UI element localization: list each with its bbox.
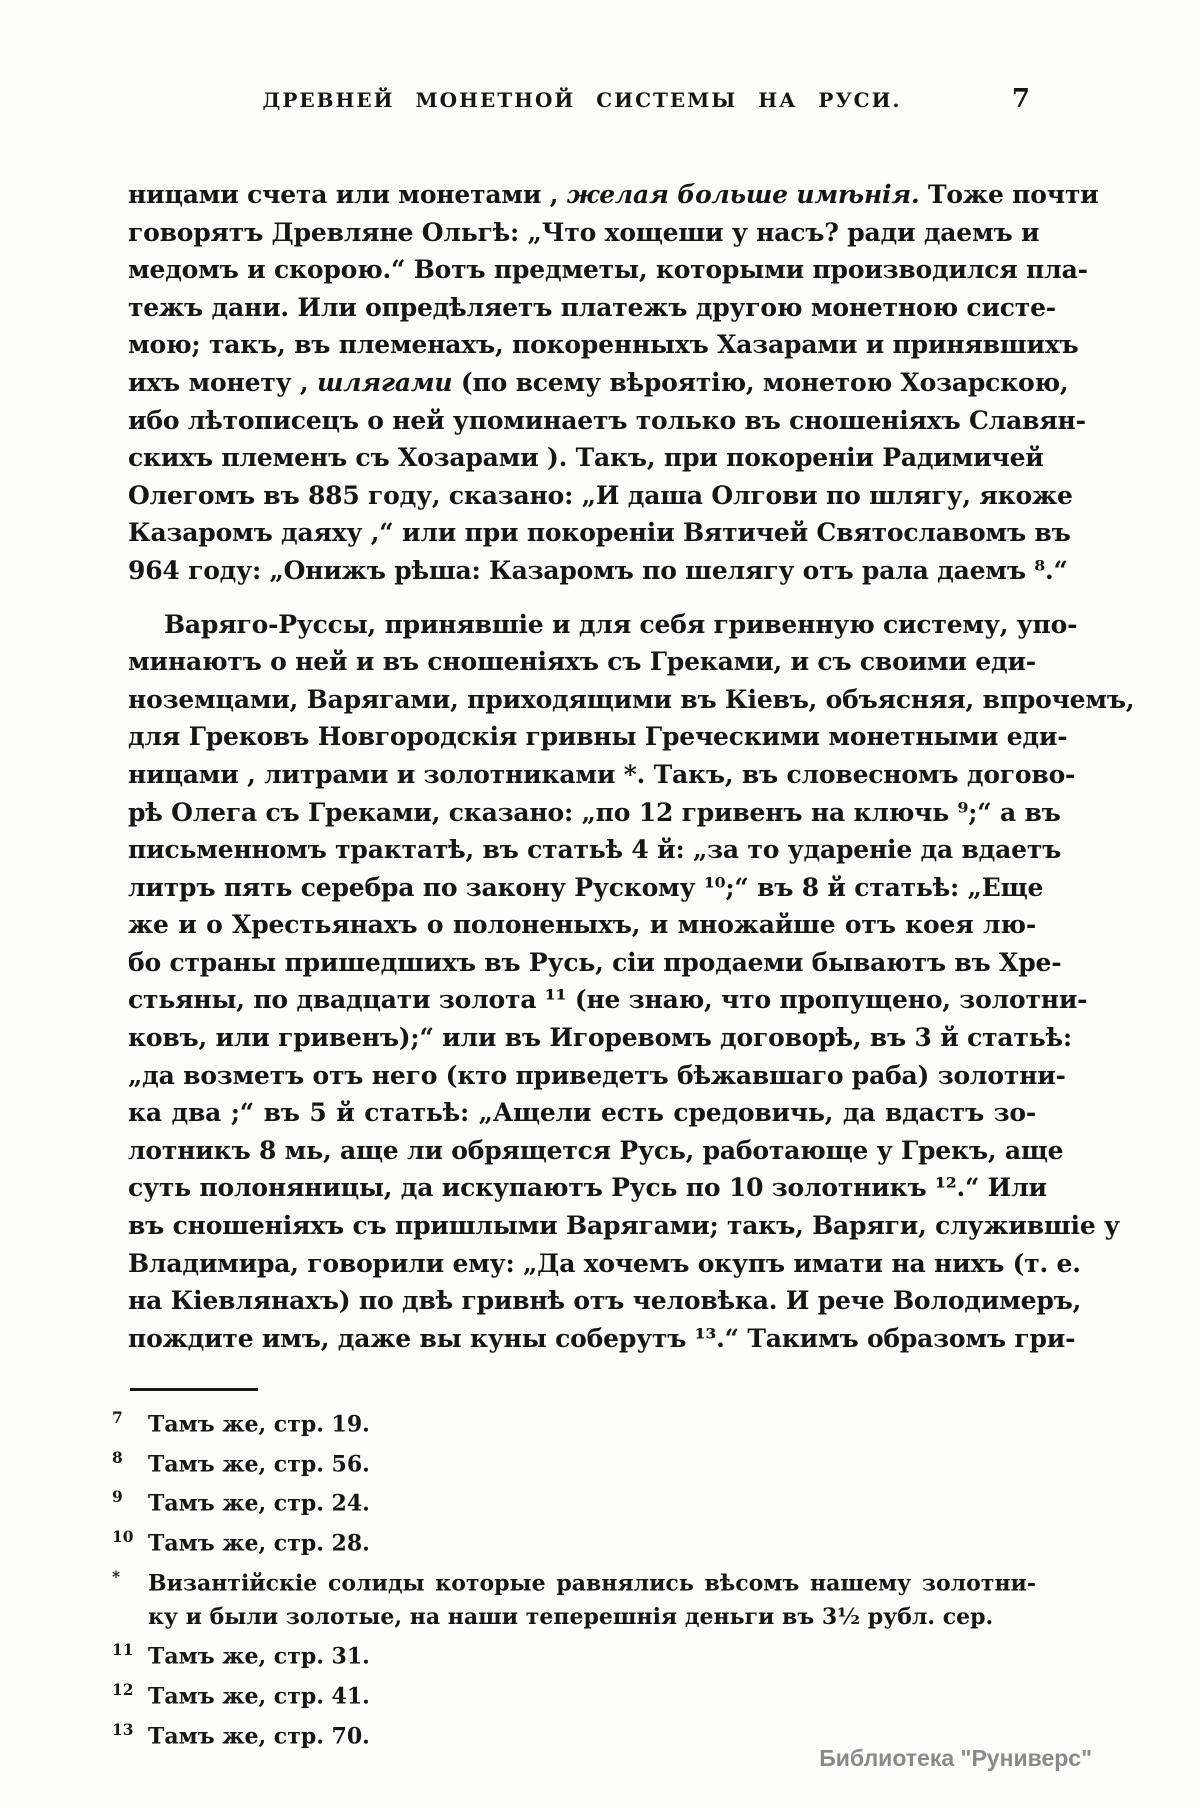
footnote: [112, 1561, 1036, 1601]
text-line: литръ пять серебра по закону Рускому ¹⁰;“ въ 8 й статьѣ: „Еще: [128, 872, 1044, 902]
text-line: ковъ, или гривенъ);“ или въ Игоревомъ договорѣ, въ 3 й статьѣ:: [128, 1023, 1072, 1053]
text-run: ницами счета или монетами ,: [128, 180, 567, 209]
text-line: суть полоняницы, да искупаютъ Русь по 10 золотникъ ¹².“ Или: [128, 1173, 1047, 1203]
text-line: медомъ и скорою.“ Вотъ предметы, которыми производился пла-: [128, 255, 1088, 285]
footnote-marker: 7: [112, 1409, 123, 1427]
library-watermark: Библиотека "Руниверс": [819, 1745, 1092, 1771]
text-line: ибо лѣтописецъ о ней упоминаетъ только въ сношеніяхъ Славян-: [128, 405, 1086, 435]
text-line: мою; такъ, въ племенахъ, покоренныхъ Хазарами и принявшихъ: [128, 330, 1079, 360]
text-line: пождите имъ, даже вы куны соберутъ ¹³.“ Такимъ образомъ гри-: [128, 1323, 1076, 1353]
text-line: ка два ;“ въ 5 й статьѣ: „Ащели есть средовичь, да вдастъ зо-: [128, 1098, 1036, 1128]
footnote: [112, 1481, 1036, 1521]
text-line: на Кіевлянахъ) по двѣ гривнѣ отъ человѣка. И рече Володимеръ,: [128, 1286, 1082, 1316]
footnote-text: ку и были золотые, на наши теперешнія деньги въ 3½ рубл. сер.: [148, 1603, 994, 1630]
text-line: 964 году: „Онижъ рѣша: Казаромъ по шелягу отъ рала даемъ ⁸.“: [128, 555, 1068, 585]
text-line: ноземцами, Варягами, приходящими въ Кіевъ, объясняя, впрочемъ,: [128, 684, 1135, 714]
footnote-text: Тамъ же, стр. 24.: [148, 1490, 370, 1517]
text-line: скихъ племенъ съ Хозарами ). Такъ, при покореніи Радимичей: [128, 443, 1044, 473]
footnote-text: Тамъ же, стр. 70.: [148, 1722, 370, 1749]
text-line: письменномъ трактатѣ, въ статьѣ 4 й: „за то удареніе да вдаетъ: [128, 835, 1062, 865]
footnote-text: Тамъ же, стр. 31.: [148, 1643, 370, 1670]
text-line: стьяны, по двадцати золота ¹¹ (не знаю, что пропущено, золотни-: [128, 985, 1088, 1015]
text-line: Олегомъ въ 885 году, сказано: „И даша Олгови по шлягу, якоже: [128, 480, 1073, 510]
running-title: ДРЕВНЕЙ МОНЕТНОЙ СИСТЕМЫ НА РУСИ.: [262, 88, 902, 112]
text-line: въ сношеніяхъ съ пришлыми Варягами; такъ, Варяги, служившіе у: [128, 1211, 1120, 1241]
footnote-marker: *: [112, 1567, 121, 1586]
italic-text: желая больше имѣнія.: [566, 180, 920, 209]
footnote: [112, 1634, 1036, 1674]
footnote: [112, 1402, 1036, 1442]
text-line: бо страны пришедшихъ въ Русь, сіи продаеми бываютъ въ Хре-: [128, 947, 1062, 977]
text-line: лотникъ 8 мь, аще ли обрящется Русь, работающе у Грекъ, аще: [128, 1135, 1064, 1165]
footnote: [112, 1442, 1036, 1482]
text-line: минаютъ о ней и въ сношеніяхъ съ Греками, и съ своими еди-: [128, 647, 1036, 677]
text-line: же и о Хрестьянахъ о полоненыхъ, и множайше отъ коея лю-: [128, 910, 1036, 940]
footnote: [112, 1601, 1036, 1634]
text-line: Казаромъ даяху ,“ или при покореніи Вятичей Святославомъ въ: [128, 518, 1071, 548]
text-run: (по всему вѣроятію, монетою Хозарскою,: [452, 367, 1069, 397]
text-run: Тоже почти: [919, 180, 1099, 209]
page-number: 7: [1011, 84, 1030, 114]
footnote-text: Византійскіе солиды которые равнялись вѣсомъ нашему золотни-: [148, 1570, 1036, 1597]
italic-text: шлягами: [316, 367, 453, 397]
text-line: [128, 176, 1099, 214]
footnote: [112, 1521, 1036, 1561]
footnote-text: Тамъ же, стр. 41.: [148, 1683, 370, 1710]
text-line: [128, 364, 1069, 402]
text-run: ихъ монету ,: [128, 367, 317, 397]
footnote-separator-rule: [130, 1388, 258, 1391]
body-text: [128, 176, 1135, 1357]
footnote-marker: 13: [112, 1720, 134, 1739]
paragraph: [128, 176, 1099, 590]
footnote-marker: 9: [112, 1488, 123, 1507]
text-line: тежъ дани. Или опредѣляетъ платежъ другою монетною систе-: [128, 292, 1056, 322]
text-line: Владимира, говорили ему: „Да хочемъ окупъ имати на нихъ (т. е.: [128, 1248, 1081, 1278]
footnote-text: Тамъ же, стр. 56.: [148, 1451, 370, 1478]
text-line: для Грековъ Новгородскія гривны Греческими монетными еди-: [128, 722, 1068, 752]
text-line: говорятъ Древляне Ольгѣ: „Что хощеши у насъ? ради даемъ и: [128, 217, 1040, 247]
footnote-marker: 12: [112, 1680, 134, 1699]
text-line: ницами , литрами и золотниками *. Такъ, въ словесномъ догово-: [128, 759, 1076, 789]
page-header: [128, 84, 1036, 122]
footnotes: [112, 1402, 1036, 1753]
text-line: рѣ Олега съ Греками, сказано: „по 12 гривенъ на ключь ⁹;“ а въ: [128, 797, 1061, 827]
footnote-text: Тамъ же, стр. 28.: [148, 1530, 370, 1557]
footnote-marker: 8: [112, 1448, 123, 1467]
footnote-text: Тамъ же, стр. 19.: [148, 1411, 370, 1438]
footnote-marker: 11: [112, 1641, 134, 1660]
paragraph: [128, 606, 1135, 1358]
text-line: Варяго-Руссы, принявшіе и для себя гривенную систему, упо-: [164, 609, 1078, 639]
footnote-marker: 10: [112, 1528, 134, 1547]
footnote: [112, 1674, 1036, 1714]
text-line: „да возметъ отъ него (кто приведетъ бѣжавшаго раба) золотни-: [128, 1060, 1066, 1090]
